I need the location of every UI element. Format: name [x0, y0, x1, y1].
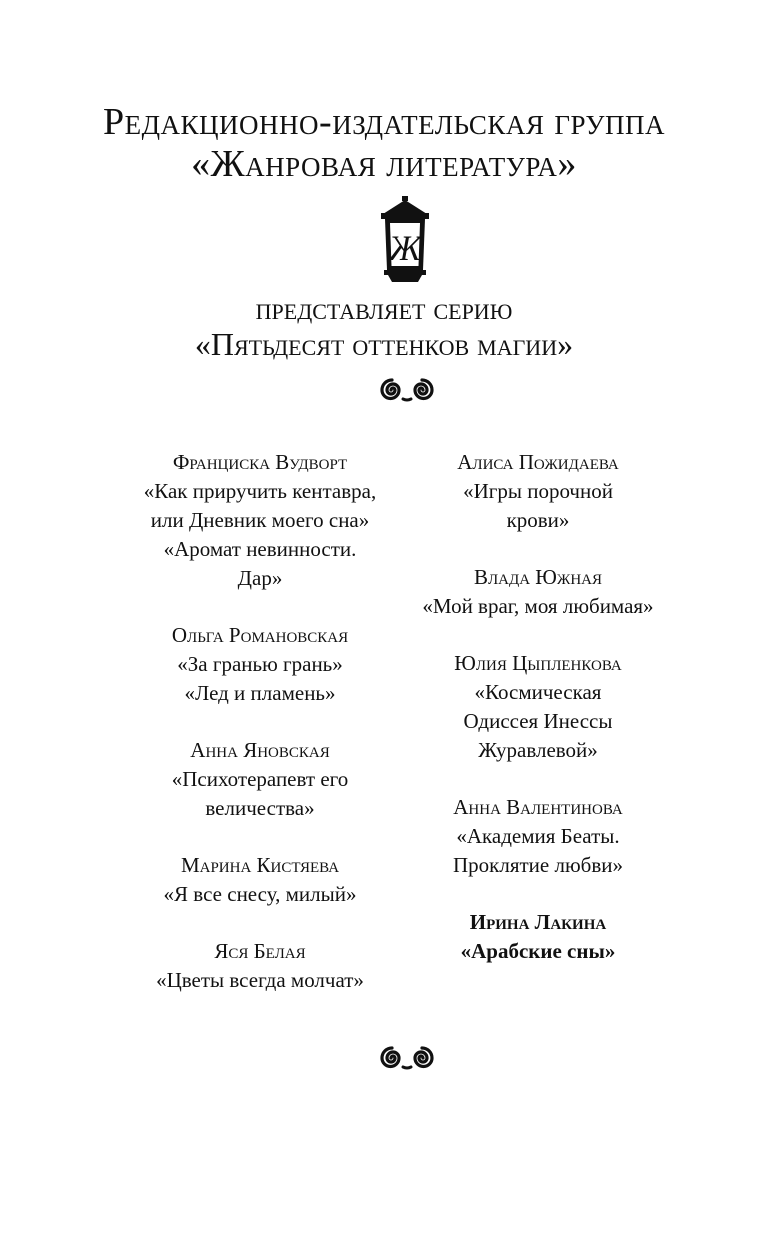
book-title-line: «Лед и пламень» [184, 681, 336, 705]
book-title-line: «Я все снесу, милый» [163, 882, 357, 906]
series-name: «Пятьдесят оттенков магии» [194, 326, 574, 362]
author-name: Анна Яновская [190, 738, 330, 762]
book-entry [110, 937, 410, 995]
book-entry [388, 793, 688, 880]
book-title-line: «Игры порочной [463, 479, 613, 503]
book-title-line: «Как приручить кентавра, [143, 479, 377, 503]
books-right-column [388, 448, 688, 994]
book-entry [388, 448, 688, 535]
book-title-line: «Цветы всегда молчат» [156, 968, 364, 992]
author-name: Ольга Романовская [171, 623, 349, 647]
book-title-line: Проклятие любви» [453, 853, 623, 877]
author-name: Яся Белая [214, 939, 306, 963]
series-intro: представляет серию [255, 290, 513, 326]
book-entry [110, 448, 410, 593]
double-spiral-ornament-icon [376, 1046, 438, 1070]
publisher-group-name: «Жанровая литература» [191, 143, 577, 185]
books-left-column [110, 448, 410, 1023]
author-name: Франциска Вудворт [172, 450, 348, 474]
book-title-line: «За гранью грань» [177, 652, 343, 676]
book-entry [110, 736, 410, 823]
book-entry-current [388, 908, 688, 966]
book-title-line: величества» [205, 796, 315, 820]
book-entry [110, 851, 410, 909]
book-title-line: «Арабские сны» [460, 939, 616, 963]
book-title-line: «Аромат невинности. [163, 537, 357, 561]
author-name: Юлия Цыпленкова [454, 651, 622, 675]
author-name: Ирина Лакина [469, 910, 607, 934]
book-entry [388, 649, 688, 765]
author-name: Анна Валентинова [453, 795, 623, 819]
book-title-line: «Академия Беаты. [456, 824, 620, 848]
publisher-group-title: Редакционно-издательская группа [103, 101, 665, 143]
lantern-logo-icon [380, 196, 430, 282]
book-title-line: крови» [506, 508, 570, 532]
book-entry [110, 621, 410, 708]
book-title-line: «Мой враг, моя любимая» [422, 594, 654, 618]
book-title-line: Одиссея Инессы [463, 709, 613, 733]
book-title-line: «Психотерапевт его [171, 767, 349, 791]
book-title-line: Журавлевой» [478, 738, 598, 762]
logo-letter: Ж [388, 228, 422, 268]
book-title-line: или Дневник моего сна» [150, 508, 370, 532]
author-name: Алиса Пожидаева [457, 450, 619, 474]
book-title-line: «Космическая [474, 680, 602, 704]
double-spiral-ornament-icon [376, 378, 438, 402]
author-name: Влада Южная [473, 565, 603, 589]
book-entry [388, 563, 688, 621]
author-name: Марина Кистяева [180, 853, 340, 877]
book-title-line: Дар» [237, 566, 283, 590]
